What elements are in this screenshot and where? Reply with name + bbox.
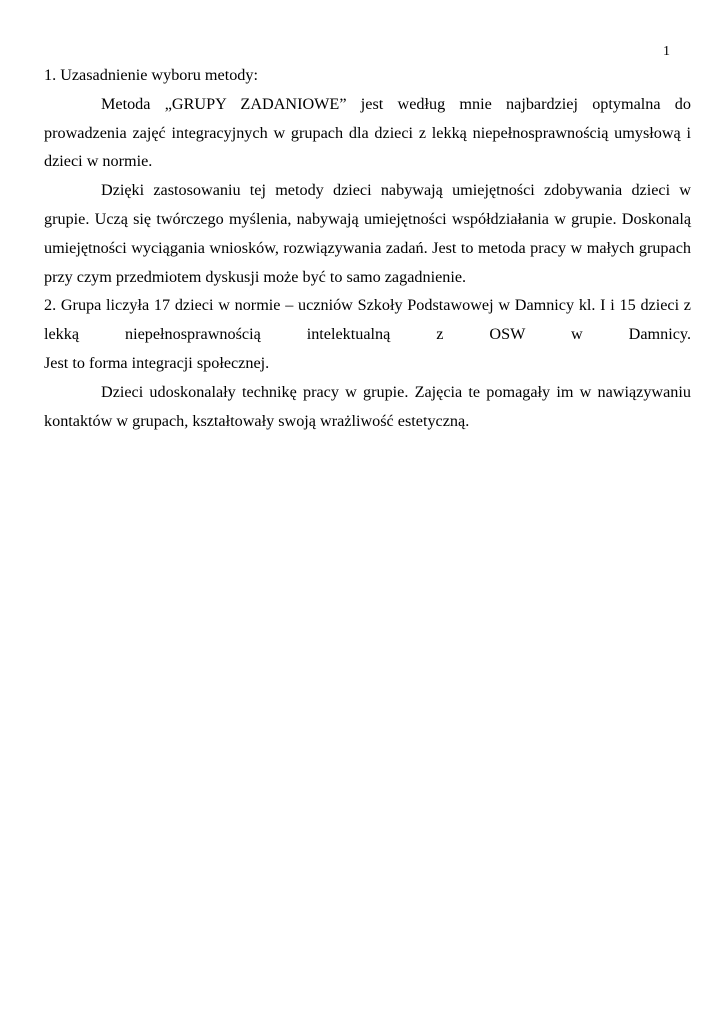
page-number: 1 bbox=[663, 44, 670, 59]
paragraph-group: 2. Grupa liczyła 17 dzieci w normie – uczniów Szkoły Podstawowej w Damnicy kl. I i 15 dzieci z lekką niepełnosprawnością intelektualną z OSW w Damnicy. bbox=[44, 296, 691, 344]
paragraph-results: Dzieci udoskonalały technikę pracy w grupie. Zajęcia te pomagały im w nawiązywaniu kontaktów w grupach, kształtowały swoją wrażliwość estetyczną. bbox=[44, 382, 691, 430]
section-heading: 1. Uzasadnienie wyboru metody: bbox=[44, 66, 258, 84]
paragraph-benefits: Dzięki zastosowaniu tej metody dzieci nabywają umiejętności zdobywania dzieci w grupie. Uczą się twórczego myślenia, nabywają umiejętności współdziałania w grupie. Doskonalą umiejętności wyciągania wniosków, rozwiązywania zadań. Jest to metoda pracy w małych grupach przy czym przedmiotem dyskusji może być to samo zagadnienie. bbox=[44, 181, 691, 286]
document-body bbox=[44, 61, 691, 435]
paragraph-method: Metoda „GRUPY ZADANIOWE” jest według mnie najbardziej optymalna do prowadzenia zajęć integracyjnych w grupach dla dzieci z lekką niepełnosprawnością umysłową i dzieci w normie. bbox=[44, 94, 691, 171]
paragraph-integration: Jest to forma integracji społecznej. bbox=[44, 353, 270, 372]
